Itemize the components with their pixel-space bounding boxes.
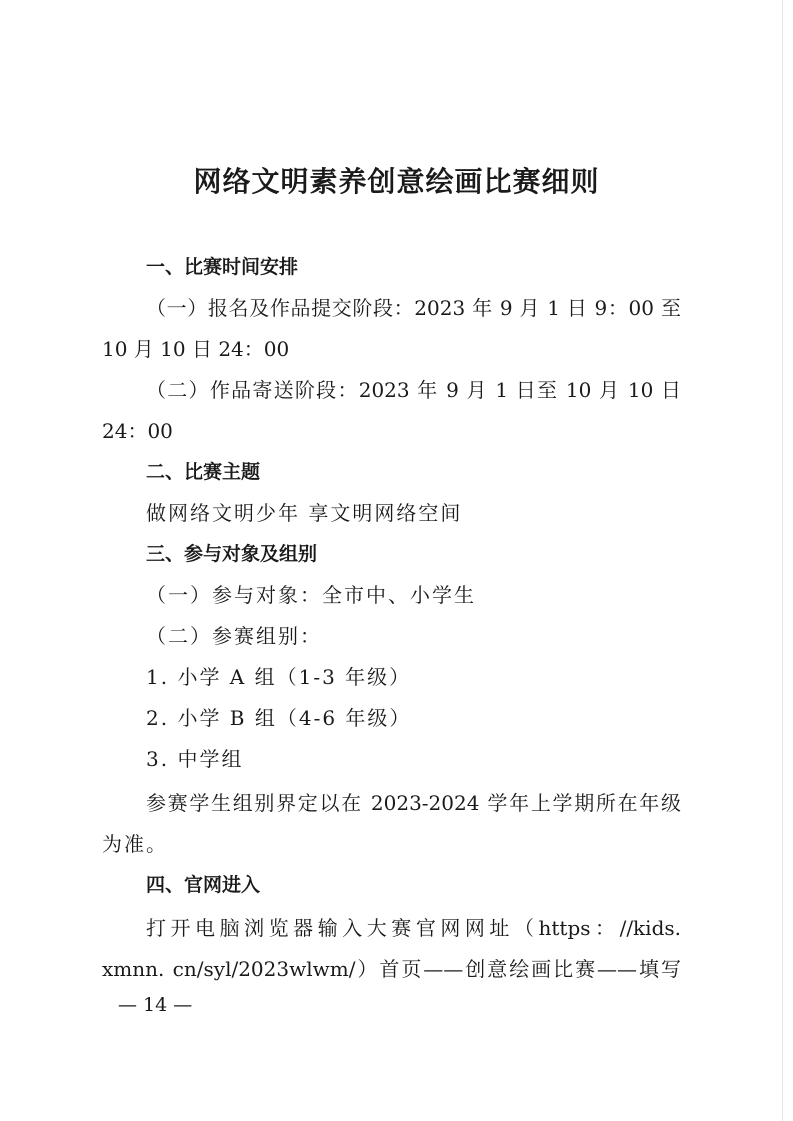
paragraph-line: 10 月 10 日 24：00	[102, 337, 290, 361]
paragraph-line: （二）作品寄送阶段：2023 年 9 月 1 日至 10 月 10 日	[146, 378, 681, 402]
paragraph-line: 打开电脑浏览器输入大赛官网网址（https：//kids.	[146, 916, 681, 940]
section-heading-participants: 三、参与对象及组别	[146, 543, 318, 565]
section-heading-website: 四、官网进入	[146, 874, 261, 896]
section-heading-schedule: 一、比赛时间安排	[146, 256, 299, 278]
paragraph-line: 24：00	[102, 419, 173, 443]
section-heading-theme: 二、比赛主题	[146, 461, 261, 483]
paragraph-line: （一）报名及作品提交阶段：2023 年 9 月 1 日 9：00 至	[146, 296, 681, 320]
list-item: 1. 小学 A 组（1-3 年级）	[146, 665, 412, 689]
paragraph-line: 参赛学生组别界定以在 2023-2024 学年上学期所在年级	[146, 791, 681, 815]
paragraph-line: 做网络文明少年 享文明网络空间	[146, 501, 463, 525]
list-item: 3. 中学组	[146, 747, 244, 771]
list-item: 2. 小学 B 组（4-6 年级）	[146, 706, 412, 730]
paragraph-line: （一）参与对象：全市中、小学生	[146, 583, 476, 607]
paragraph-line: 为准。	[102, 832, 168, 856]
document-title: 网络文明素养创意绘画比赛细则	[193, 165, 600, 198]
page-number: — 14 —	[118, 994, 193, 1016]
paragraph-line: xmnn. cn/syl/2023wlwm/）首页——创意绘画比赛——填写	[102, 957, 681, 981]
paragraph-line: （二）参赛组别：	[146, 624, 322, 648]
